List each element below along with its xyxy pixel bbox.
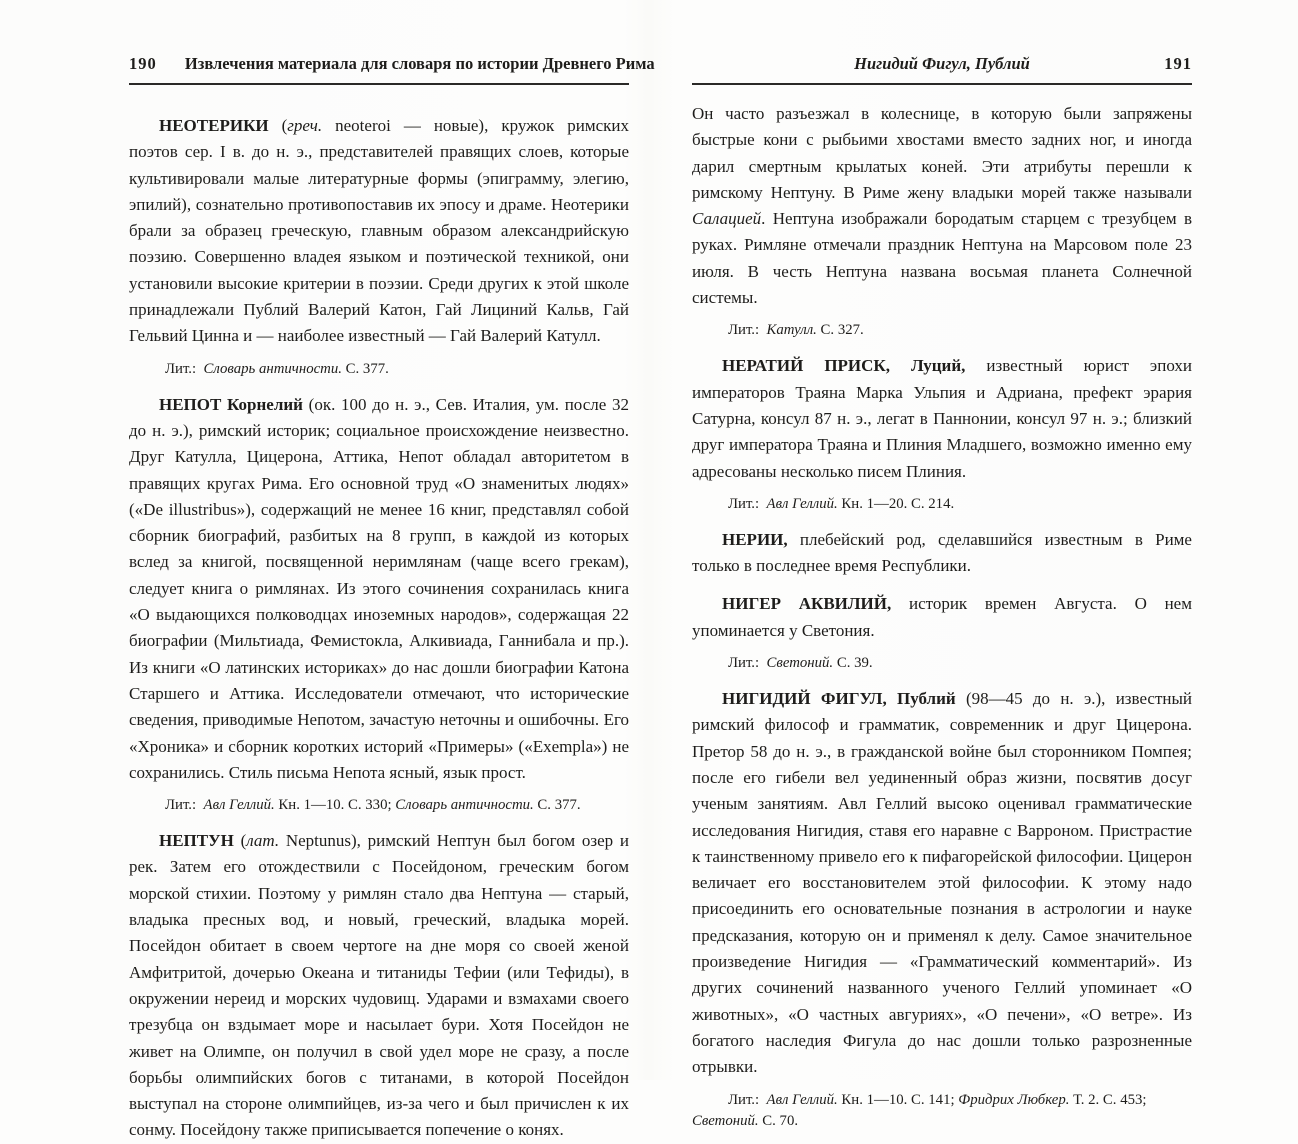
literature-reference: [129, 795, 629, 816]
article-paragraph: [129, 113, 629, 350]
text-segment: (: [240, 831, 247, 851]
text-column-left: [129, 85, 629, 1144]
text-segment: историк времен Августа. О нем упоминается у Светония.: [692, 594, 1192, 640]
text-segment: Светоний.: [766, 655, 834, 672]
text-column-right: [692, 85, 1192, 1132]
text-segment: (: [281, 116, 288, 135]
article-paragraph: [692, 591, 1192, 644]
headword: НЕРАТИЙ ПРИСК, Луций,: [722, 356, 987, 376]
article-paragraph: [692, 527, 1192, 580]
text-segment: Авл Геллий.: [203, 797, 275, 814]
literature-reference: [129, 359, 629, 380]
text-segment: лат.: [246, 831, 280, 851]
text-segment: плебейский род, сделавшийся известным в Риме только в последнее время Республики.: [692, 529, 1192, 576]
headword: НИГИДИЙ ФИГУЛ, Публий: [722, 689, 966, 709]
text-segment: С. 377.: [533, 797, 581, 814]
text-segment: Он часто разъезжал в колеснице, в которую были запряжены быстрые кони с рыбьими хвостами вместо задних ног, и иногда дарил смертным крылатых коней. Эти атрибуты перешли к римскому Нептуну. В Риме жену владыки морей также называли: [692, 104, 1192, 202]
running-title-left: Извлечения материала для словаря по истории Древнего Рима: [184, 54, 655, 73]
page-number-left: 190: [129, 54, 157, 73]
running-title-right: Нигидий Фигул, Публий: [854, 54, 1030, 73]
headword: НЕОТЕРИКИ: [159, 116, 282, 135]
headword: НИГЕР АКВИЛИЙ,: [722, 594, 909, 614]
text-segment: Кн. 1—10. С. 141;: [837, 1091, 959, 1108]
text-segment: Словарь античности.: [203, 360, 342, 377]
article-paragraph: [692, 353, 1192, 484]
running-head-right: [692, 52, 1192, 85]
text-segment: Лит.:: [728, 495, 767, 512]
text-segment: греч.: [287, 116, 323, 135]
text-segment: известный юрист эпохи императоров Траяна Марка Ульпия и Адриана, префект эрария Сатурна, консул 87 н. э., легат в Паннонии, консул 97 н. э.; близкий друг императора Траяна и Плиния Младшего, возможно именно ему адресованы несколько писем Плиния.: [692, 356, 1192, 481]
article-paragraph: [129, 828, 629, 1144]
text-segment: . Нептуна изображали бородатым старцем с трезубцем в руках. Римляне отмечали праздник Нептуна на Марсовом поле 23 июля. В честь Нептуна названа восьмая планета Солнечной системы.: [692, 209, 1192, 308]
text-segment: Авл Геллий.: [766, 495, 838, 512]
text-segment: Neptunus), римский Нептун был богом озер и рек. Затем его отождествили с Посейдоном, греческим богом морской стихии. Поэтому у римлян стало два Нептуна — старый, владыка пресных вод, и новый, греческий, владыка морей. Посейдон обитает в своем чертоге на дне моря со своей женой Амфитритой, дочерью Океана и титаниды Тефии (или Тефиды), в окружении нереид и морских чудовищ. Ударами и взмахами своего трезубца он вздымает море и насылает бури. Хотя Посейдон не живет на Олимпе, он получил в свой удел море не сразу, а после борьбы олимпийских богов с титанами, в которой Посейдон выступал на стороне олимпийцев, из-за чего и был причислен к их сонму. Посейдону также приписывается попечение о конях.: [129, 831, 630, 1140]
text-segment: Словарь античности.: [395, 797, 534, 814]
text-segment: Салацией: [692, 209, 762, 229]
literature-reference: [692, 1090, 1192, 1132]
running-head-left: [129, 52, 655, 85]
text-segment: С. 327.: [816, 322, 864, 339]
text-segment: Лит.:: [728, 322, 767, 339]
literature-reference: [692, 653, 1192, 674]
literature-reference: [692, 494, 1192, 515]
text-segment: Катулл.: [766, 322, 817, 339]
page-number-right: 191: [1164, 54, 1192, 73]
page-left: [129, 52, 655, 1144]
headword: НЕПОТ Корнелий: [159, 394, 309, 414]
text-segment: Светоний.: [692, 1112, 759, 1129]
text-segment: Т. 2. С. 453;: [1069, 1091, 1147, 1108]
headword: НЕРИИ,: [722, 529, 800, 549]
text-segment: neoteroi — новые), кружок римских поэтов сер. I в. до н. э., представителей правящих слоев, которые культивировали малые литературные формы (эпиграмму, элегию, эпилий), сознательно противопоставив их эпосу и драме. Неотерики брали за образец греческую, главным образом александрийскую поэзию. Совершенно владея языком и поэтической техникой, они установили высокие критерии в поэзии. Среди других к этой школе принадлежали Публий Валерий Катон, Гай Лициний Кальв, Гай Гельвий Цинна и — наиболее известный — Гай Валерий Катулл.: [129, 116, 629, 346]
text-segment: Кн. 1—10. С. 330;: [274, 797, 396, 814]
text-segment: Лит.:: [728, 1091, 767, 1108]
text-segment: Лит.:: [165, 797, 204, 814]
text-segment: (ок. 100 до н. э., Сев. Италия, ум. после 32 до н. э.), римский историк; социальное происхождение неизвестно. Друг Катулла, Цицерона, Аттика, Непот обладал авторитетом в правящих кругах Рима. Его основной труд «О знаменитых людях» («De illustribus»), содержащий не менее 16 книг, представлял собой сборник биографий, разбитых на 8 групп, в каждой из которых вслед за книгой, посвященной неримлянам (чаще всего грекам), следует книга о римлянах. Из этого сочинения сохранилась книга «О выдающихся полководцах иноземных народов», содержащая 22 биографии (Мильтиада, Фемистокла, Алкивиада, Ганнибала и пр.). Из книги «О латинских историках» до нас дошли биографии Катона Старшего и Аттика. Исследователи отмечают, что исторические сведения, приводимые Непотом, зачастую неточны и ошибочны. Его «Хроника» и сборник коротких историй «Примеры» («Exempla») не сохранились. Стиль письма Непота ясный, язык прост.: [129, 394, 629, 782]
article-paragraph: [692, 686, 1192, 1080]
text-segment: Фридрих Любкер.: [958, 1091, 1070, 1108]
text-segment: С. 377.: [341, 360, 389, 377]
literature-reference: [692, 320, 1192, 341]
page-right: [692, 52, 1192, 1143]
article-paragraph: [692, 101, 1192, 311]
text-segment: (98—45 до н. э.), известный римский философ и грамматик, современник и друг Цицерона. Претор 58 до н. э., в гражданской войне был сторонником Помпея; после его гибели вел уединенный образ жизни, посвятив досуг ученым занятиям. Авл Геллий высоко оценивал грамматические исследования Нигидия, ставя его наравне с Варроном. Пристрастие к таинственному привело его к пифагорейской философии. Цицерон величает его восстановителем этой философии. К этому надо присоединить его основательные познания в астрологии и науке предсказания, которую он и применял к делу. Самое значительное произведение Нигидия — «Грамматический комментарий». Из других сочинений названного ученого Геллий упоминает «О животных», «О частных авгуриях», «О печени», «О ветре». Из богатого наследия Фигула до нас дошли только разрозненные отрывки.: [692, 689, 1193, 1077]
text-segment: Кн. 1—20. С. 214.: [837, 495, 955, 512]
article-paragraph: [129, 392, 629, 786]
headword: НЕПТУН: [159, 831, 241, 851]
text-segment: Авл Геллий.: [766, 1091, 838, 1108]
text-segment: Лит.:: [728, 655, 767, 672]
text-segment: С. 39.: [833, 655, 873, 672]
text-segment: Лит.:: [165, 360, 204, 377]
text-segment: С. 70.: [758, 1112, 799, 1129]
